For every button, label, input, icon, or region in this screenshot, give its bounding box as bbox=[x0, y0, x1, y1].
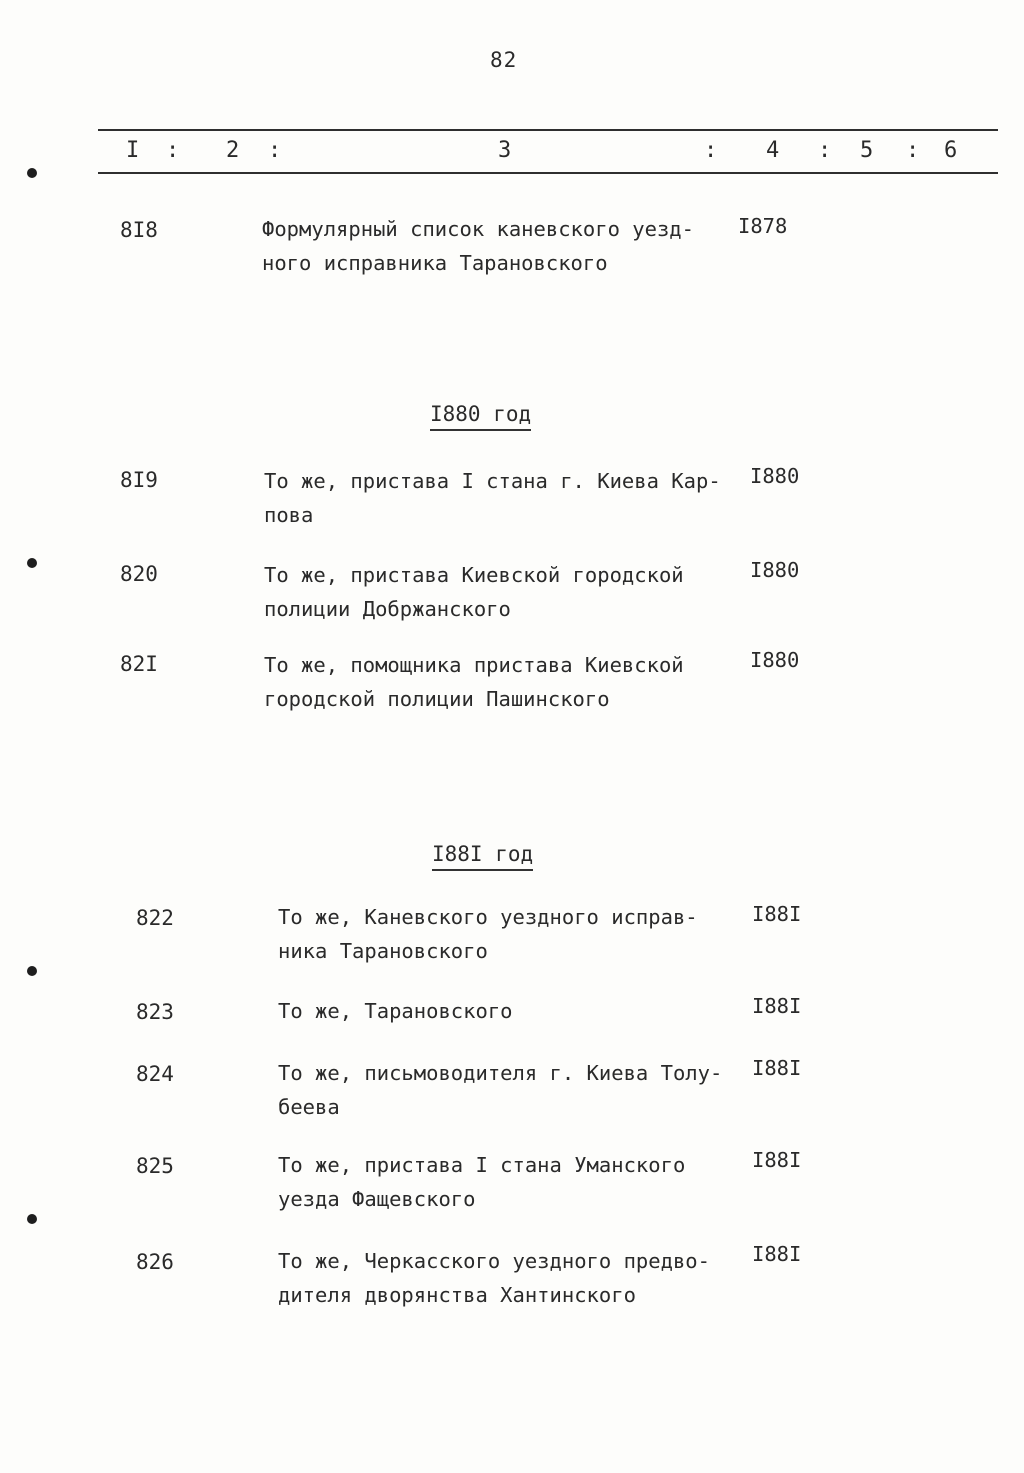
entry-year: I88I bbox=[752, 902, 802, 926]
entry-description bbox=[264, 558, 684, 626]
entry-description-line: ника Тарановского bbox=[278, 939, 488, 963]
entry-description bbox=[278, 994, 513, 1028]
entry-description bbox=[264, 648, 684, 716]
entry-description bbox=[278, 900, 698, 968]
entry-description-line: беева bbox=[278, 1095, 340, 1119]
entry-description-line: полиции Добржанского bbox=[264, 597, 511, 621]
section-heading-1880: I880 год bbox=[430, 402, 531, 431]
entry-number: 8I9 bbox=[120, 468, 158, 492]
entry-year: I880 bbox=[750, 464, 800, 488]
entry-number: 8I8 bbox=[120, 218, 158, 242]
entry-description-line: ного исправника Тарановского bbox=[262, 251, 608, 275]
entry-year: I878 bbox=[738, 214, 788, 238]
entry-description bbox=[262, 212, 694, 280]
entry-description-line: То же, Тарановского bbox=[278, 999, 513, 1023]
entry-year: I88I bbox=[752, 1056, 802, 1080]
entry-description-line: То же, помощника пристава Киевской bbox=[264, 653, 684, 677]
entry-description-line: уезда Фащевского bbox=[278, 1187, 476, 1211]
entry-number: 823 bbox=[136, 1000, 174, 1024]
column-separator: : bbox=[906, 138, 920, 163]
header-top-rule bbox=[98, 129, 998, 131]
entry-number: 822 bbox=[136, 906, 174, 930]
entry-number: 825 bbox=[136, 1154, 174, 1178]
entry-year: I880 bbox=[750, 558, 800, 582]
entry-number: 820 bbox=[120, 562, 158, 586]
column-separator: : bbox=[704, 138, 718, 163]
entry-description-line: То же, пристава I стана г. Киева Кар- bbox=[264, 469, 721, 493]
entry-description bbox=[278, 1056, 722, 1124]
entry-year: I880 bbox=[750, 648, 800, 672]
entry-description-line: Формулярный список каневского уезд- bbox=[262, 217, 694, 241]
binder-hole bbox=[27, 168, 37, 178]
binder-hole bbox=[27, 1214, 37, 1224]
column-header-5: 5 bbox=[860, 138, 874, 163]
binder-hole bbox=[27, 966, 37, 976]
entry-description bbox=[278, 1244, 710, 1312]
entry-description bbox=[264, 464, 721, 532]
column-header-2: 2 bbox=[226, 138, 240, 163]
entry-year: I88I bbox=[752, 1148, 802, 1172]
entry-number: 826 bbox=[136, 1250, 174, 1274]
header-bottom-rule bbox=[98, 172, 998, 174]
entry-description-line: городской полиции Пашинского bbox=[264, 687, 610, 711]
entry-description-line: То же, пристава I стана Уманского bbox=[278, 1153, 686, 1177]
entry-description bbox=[278, 1148, 685, 1216]
column-separator: : bbox=[268, 138, 282, 163]
page-number: 82 bbox=[490, 48, 518, 72]
column-header-3: 3 bbox=[498, 138, 512, 163]
entry-number: 82I bbox=[120, 652, 158, 676]
column-header-6: 6 bbox=[944, 138, 958, 163]
section-heading-1881: I88I год bbox=[432, 842, 533, 871]
entry-year: I88I bbox=[752, 1242, 802, 1266]
entry-description-line: То же, письмоводителя г. Киева Толу- bbox=[278, 1061, 723, 1085]
entry-year: I88I bbox=[752, 994, 802, 1018]
column-header-4: 4 bbox=[766, 138, 780, 163]
entry-description-line: То же, пристава Киевской городской bbox=[264, 563, 684, 587]
binder-hole bbox=[27, 558, 37, 568]
column-header-1: I bbox=[126, 138, 140, 163]
entry-number: 824 bbox=[136, 1062, 174, 1086]
entry-description-line: пова bbox=[264, 503, 314, 527]
column-separator: : bbox=[166, 138, 180, 163]
entry-description-line: То же, Черкасского уездного предво- bbox=[278, 1249, 710, 1273]
entry-description-line: дителя дворянства Хантинского bbox=[278, 1283, 636, 1307]
entry-description-line: То же, Каневского уездного исправ- bbox=[278, 905, 698, 929]
column-separator: : bbox=[818, 138, 832, 163]
